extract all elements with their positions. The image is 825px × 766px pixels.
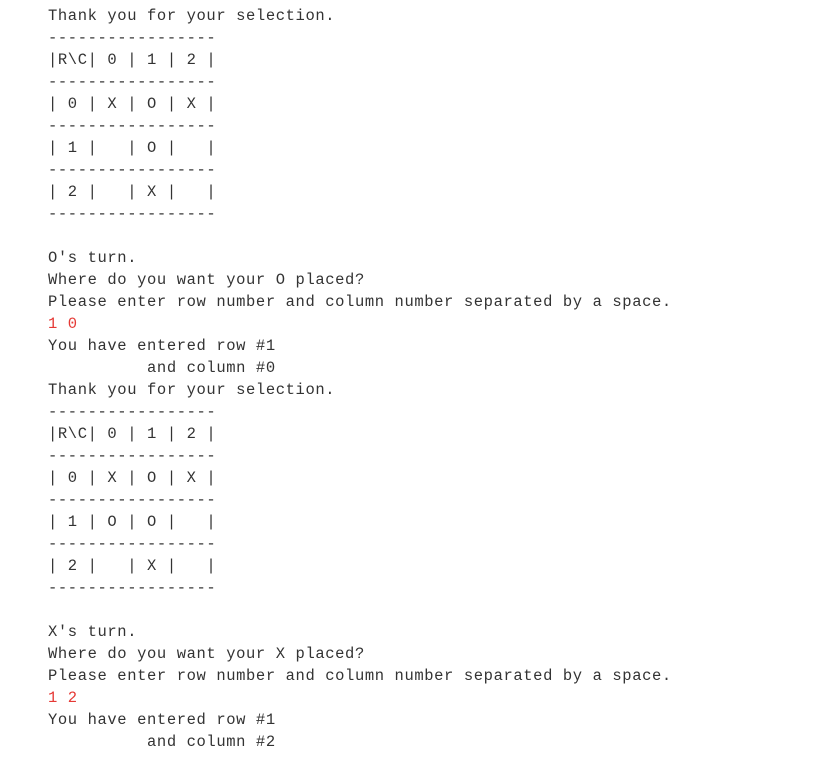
board-row: |R\C| 0 | 1 | 2 | bbox=[48, 425, 217, 443]
blank-line bbox=[48, 599, 672, 621]
user-input-line: 1 0 bbox=[48, 315, 78, 333]
console-line: Please enter row number and column number separated by a space. bbox=[48, 293, 672, 311]
board-separator: ----------------- bbox=[48, 73, 217, 91]
board-separator: ----------------- bbox=[48, 491, 217, 509]
board-row: | 1 | | O | | bbox=[48, 139, 217, 157]
board-separator: ----------------- bbox=[48, 29, 217, 47]
board-separator: ----------------- bbox=[48, 535, 217, 553]
console-line: and column #0 bbox=[48, 359, 276, 377]
console-line: X's turn. bbox=[48, 623, 138, 641]
board-row: | 2 | | X | | bbox=[48, 557, 217, 575]
user-input-line: 1 2 bbox=[48, 689, 78, 707]
console-line: Where do you want your O placed? bbox=[48, 271, 365, 289]
board-row: | 1 | O | O | | bbox=[48, 513, 217, 531]
board-separator: ----------------- bbox=[48, 205, 217, 223]
board-row: | 2 | | X | | bbox=[48, 183, 217, 201]
board-separator: ----------------- bbox=[48, 117, 217, 135]
console-line: Where do you want your X placed? bbox=[48, 645, 365, 663]
board-row: |R\C| 0 | 1 | 2 | bbox=[48, 51, 217, 69]
board-separator: ----------------- bbox=[48, 161, 217, 179]
console-output bbox=[48, 5, 672, 753]
console-line: Thank you for your selection. bbox=[48, 381, 336, 399]
console-line: Please enter row number and column number separated by a space. bbox=[48, 667, 672, 685]
board-row: | 0 | X | O | X | bbox=[48, 469, 217, 487]
board-separator: ----------------- bbox=[48, 403, 217, 421]
board-separator: ----------------- bbox=[48, 447, 217, 465]
console-line: O's turn. bbox=[48, 249, 138, 267]
console-line: Thank you for your selection. bbox=[48, 7, 336, 25]
blank-line bbox=[48, 225, 672, 247]
board-row: | 0 | X | O | X | bbox=[48, 95, 217, 113]
board-separator: ----------------- bbox=[48, 579, 217, 597]
console-line: You have entered row #1 bbox=[48, 711, 276, 729]
console-line: and column #2 bbox=[48, 733, 276, 751]
console-line: You have entered row #1 bbox=[48, 337, 276, 355]
